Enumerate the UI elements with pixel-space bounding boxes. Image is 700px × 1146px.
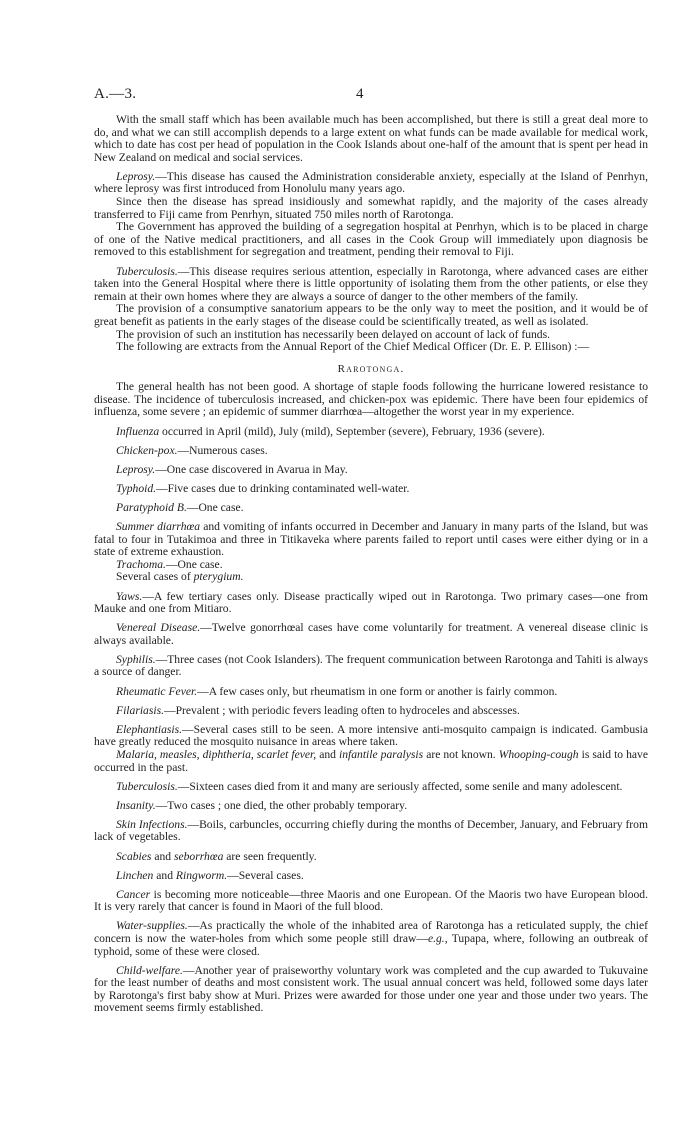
document-reference: A.—3. [94,86,137,102]
report-item: Typhoid.—Five cases due to drinking contaminated well-water. [116,481,410,495]
report-item: Insanity.—Two cases ; one died, the other probably temporary. [116,798,408,812]
paragraph: The provision of such an institution has necessarily been delayed on account of lack of funds. [116,327,551,341]
paragraph: Leprosy.—This disease has caused the Administration considerable anxiety, especially at the Island of Penrhyn, where leprosy was first introduced from Honolulu many years ago. [94,169,648,196]
paragraph: Since then the disease has spread insidiously and somewhat rapidly, and the majority of the cases already transferred to Fiji came from Penrhyn, situated 750 miles north of Rarotonga. [94,195,648,221]
paragraph: The Government has approved the building of a segregation hospital at Penrhyn, which is to be placed in charge of one of the Native medical practitioners, and all cases in the Cook Group will immediately upon diagnosis be removed to this establishment for segregation and treatment, pending their removal to Fiji. [94,220,648,259]
paragraph: Tuberculosis.—This disease requires serious attention, especially in Rarotonga, where advanced cases are either taken into the General Hospital where there is little opportunity of isolating them from the other patients, or else they remain at their own homes where they are always a source of danger to the other members of the family. [94,264,648,303]
report-item: Elephantiasis.—Several cases still to be seen. A more intensive anti-mosquito campaign is indicated. Gambusia have greatly reduced the mosquito nuisance in areas where taken. [94,722,648,749]
page-header [94,86,654,106]
report-item: Tuberculosis.—Sixteen cases died from it and many are seriously affected, some senile and many adolescent. [116,779,623,793]
report-item: Malaria, measles, diphtheria, scarlet fever, and infantile paralysis are not known. Whooping-cough is said to have occurred in the past. [94,747,649,774]
report-item: Rheumatic Fever.—A few cases only, but rheumatism in one form or another is fairly common. [116,684,558,698]
report-item: Scabies and seborrhœa are seen frequently. [116,849,317,863]
report-item: Syphilis.—Three cases (not Cook Islanders). The frequent communication between Rarotonga and Tahiti is always a source of danger. [94,652,648,679]
report-item: Water-supplies.—As practically the whole of the inhabited area of Rarotonga has a reticulated supply, the chief concern is now the water-holes from which some people still draw—e.g., Tupapa, where, following an outbreak of typhoid, some of these were closed. [94,919,649,958]
paragraph: The following are extracts from the Annual Report of the Chief Medical Officer (Dr. E. P. Ellison) :— [116,340,590,354]
report-item: Paratyphoid B.—One case. [116,500,244,514]
report-item: Skin Infections.—Boils, carbuncles, occurring chiefly during the months of December, January, and February from lack of vegetables. [94,817,648,844]
report-item: Child-welfare.—Another year of praiseworthy voluntary work was completed and the cup awarded to Tukuvaine for the least number of deaths and most consistent work. The usual annual concert was held, followed some days later by Rarotonga's first baby show at Muri. Prizes were awarded for those under one year and those under two years. The movement seems firmly established. [94,963,648,1015]
report-paragraph: The general health has not been good. A shortage of staple foods following the hurricane lowered resistance to disease. The incidence of tuberculosis increased, and chicken-pox was epidemic. There have been four epidemics of influenza, some severe ; an epidemic of summer diarrhœa—altogether the worst year in my experience. [94,380,648,419]
report-item: Leprosy.—One case discovered in Avarua in May. [116,462,348,476]
paragraph: The provision of a consumptive sanatorium appears to be the only way to meet the position, and it would be of great benefit as patients in the early stages of the disease could be scientifically treated, as well as isolated. [94,302,648,328]
report-item: Several cases of pterygium. [116,570,244,584]
report-item: Summer diarrhœa and vomiting of infants occurred in December and January in many parts of the Island, but was fatal to four in Tutakimoa and three in Titikaveka where parents failed to report until cases were either dying or in a state of extreme exhaustion. [94,520,648,559]
page-number: 4 [356,86,364,102]
report-item: Chicken-pox.—Numerous cases. [116,443,268,457]
paragraph: With the small staff which has been available much has been accomplished, but there is still a great deal more to do, and what we can still accomplish depends to a large extent on what funds can be made available for medical work, which to date has cost per head of population in the Cook Islands about one-half of the amount that is spent per head in New Zealand on medical and social services. [94,113,648,164]
report-item: Linchen and Ringworm.—Several cases. [116,868,304,882]
report-item: Cancer is becoming more noticeable—three Maoris and one European. Of the Maoris two have European blood. It is very rarely that cancer is found in Maori of the full blood. [94,887,648,914]
document-body [94,114,648,1015]
report-item: Influenza occurred in April (mild), July (mild), September (severe), February, 1936 (severe). [116,424,545,438]
section-heading: Rarotonga. [337,362,405,375]
report-item: Filariasis.—Prevalent ; with periodic fevers leading often to hydroceles and abscesses. [116,703,520,717]
report-item: Venereal Disease.—Twelve gonorrhœal cases have come voluntarily for treatment. A venereal disease clinic is always available. [94,621,648,647]
report-item: Yaws.—A few tertiary cases only. Disease practically wiped out in Rarotonga. Two primary cases—one from Mauke and one from Mitiaro. [94,589,648,616]
report-item: Trachoma.—One case. [116,557,223,571]
